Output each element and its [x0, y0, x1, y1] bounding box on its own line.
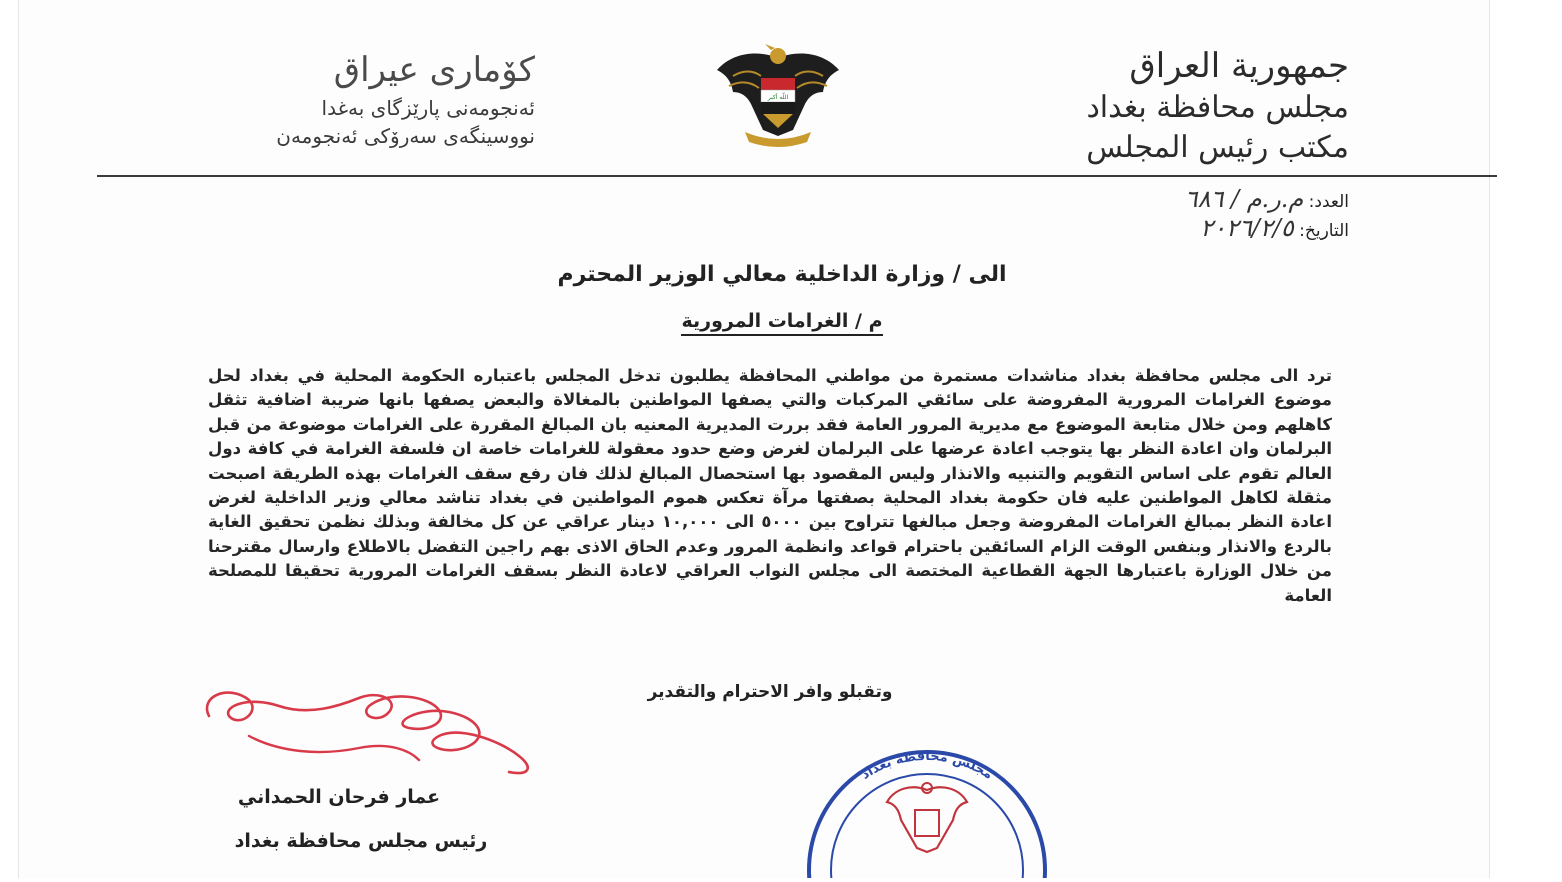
- header-arabic-line2: مجلس محافظة بغداد: [1086, 90, 1349, 125]
- header-kurdish-line2: ئەنجومەنی پارێزگای بەغدا: [321, 96, 535, 120]
- header-kurdish-line3: نووسینگەی سەرۆکی ئەنجومەن: [276, 124, 535, 148]
- handwritten-signature: [189, 676, 559, 786]
- header-kurdish-line1: كۆماری عیراق: [333, 50, 535, 90]
- date-row: [929, 215, 1349, 244]
- number-row: [929, 186, 1349, 215]
- svg-text:اللّه أكبر: اللّه أكبر: [767, 94, 789, 101]
- header-kurdish: [115, 46, 535, 150]
- letter-meta: [929, 186, 1349, 244]
- signer-title: رئيس مجلس محافظة بغداد: [234, 830, 488, 852]
- council-stamp-icon: [777, 740, 1077, 878]
- iraq-eagle-emblem-icon: [703, 40, 853, 150]
- header-arabic: [1009, 44, 1349, 168]
- header-arabic-line1: جمهورية العراق: [1129, 46, 1349, 86]
- closing-text: وتقبلو وافر الاحترام والتقدير: [647, 682, 893, 702]
- date-label: التاريخ:: [1299, 221, 1349, 241]
- addressee: الى / وزارة الداخلية معالي الوزير المحترم: [557, 262, 1007, 287]
- svg-text:مجلس محافظة بغداد: مجلس محافظة بغداد: [858, 748, 996, 783]
- header-arabic-line3: مكتب رئيس المجلس: [1086, 130, 1349, 165]
- signer-name: عمار فرحان الحمداني: [237, 786, 441, 808]
- letter-body: ترد الى مجلس محافظة بغداد مناشدات مستمرة من مواطني المحافظة يطلبون تدخل المجلس باعتباره الحكومة المحلية في بغداد لحل موضوع الغرامات المرورية المفروضة على سائقي المركبات والتي يصفها المواطنين بالمغالاة والبعض يصفها بانها ضريبة اضافية تثقل كاهلهم ومن خلال متابعة الموضوع مع مديرية المرور العامة فقد بررت المديرية المعنيه بان المبالغ المقررة على الغرامات موضوعة من قبل البرلمان وان اعادة النظر بها يتوجب اعادة عرضها على البرلمان لغرض وضع حدود معقولة للغرامات خاصة ان فلسفة الغرامة في كافة دول العالم تقوم على اساس التقويم والتنبيه والانذار وليس المقصود بها استحصال المبالغ لذلك فان رفع سقف الغرامات بهذه الطريقة اصبحت مثقلة لكاهل المواطنين عليه فان حكومة بغداد المحلية بصفتها مرآة تعكس هموم المواطنين في بغداد تناشد معالي وزير الداخلية لغرض اعادة النظر بمبالغ الغرامات المفروضة وجعل مبالغها تتراوح بين ٥٠٠٠ الى ١٠,٠٠٠ دينار عراقي عن كل مخالفة وبذلك نظمن تحقيق الغاية بالردع والانذار وبنفس الوقت الزام السائقين باحترام قواعد وانظمة المرور وعدم الحاق الاذى بهم راجين التفضل بالاطلاع وارسال مقترحنا من خلال الوزارة باعتبارها الجهة القطاعية المختصة الى مجلس النواب العراقي لاعادة النظر بسقف الغرامات المرورية تحقيقا للمصلحة العامة: [208, 366, 1332, 605]
- number-label: العدد:: [1308, 192, 1349, 212]
- letter-page: [18, 0, 1490, 878]
- number-value: م.ر.م / ٦٨٦: [1184, 185, 1304, 213]
- subject-text: م / الغرامات المرورية: [681, 310, 882, 336]
- header-divider: [97, 175, 1497, 177]
- subject-line: [1, 310, 1562, 332]
- date-value: ٢٠٢٦/٢/٥: [1200, 214, 1294, 242]
